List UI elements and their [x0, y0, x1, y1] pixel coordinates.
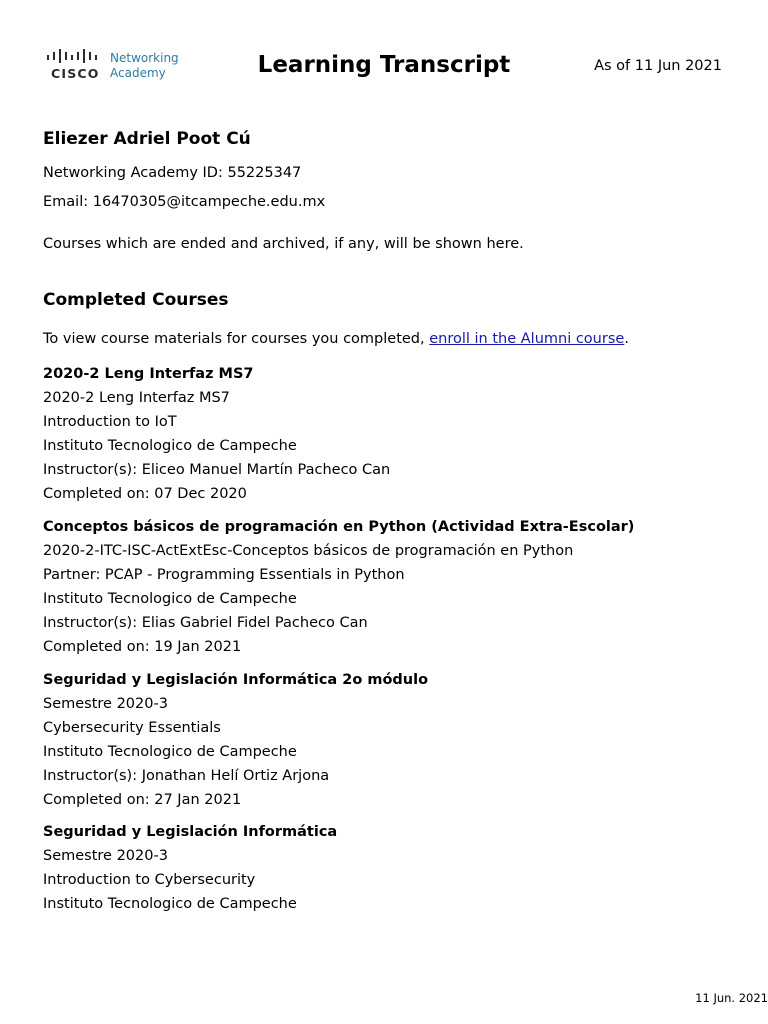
as-of-date: As of 11 Jun 2021	[594, 58, 722, 74]
alumni-note-end: .	[624, 331, 629, 347]
student-email: Email: 16470305@itcampeche.edu.mx	[43, 194, 326, 210]
footer-date: 11 Jun. 2021	[695, 991, 768, 1005]
course-instructor: Instructor(s): Eliceo Manuel Martín Pacheco Can	[43, 462, 391, 478]
course-curriculum: Partner: PCAP - Programming Essentials in Python	[43, 567, 405, 583]
student-name: Eliezer Adriel Poot Cú	[43, 129, 251, 149]
course-entry	[43, 515, 743, 659]
course-institution: Instituto Tecnologico de Campeche	[43, 591, 297, 607]
course-instructor: Instructor(s): Elias Gabriel Fidel Pacheco Can	[43, 615, 368, 631]
course-title: Seguridad y Legislación Informática 2o módulo	[43, 672, 429, 688]
course-class: Semestre 2020-3	[43, 848, 168, 864]
course-curriculum: Introduction to IoT	[43, 414, 177, 430]
course-entry	[43, 668, 743, 812]
course-title: Conceptos básicos de programación en Python (Actividad Extra-Escolar)	[43, 519, 635, 535]
course-class: 2020-2 Leng Interfaz MS7	[43, 390, 230, 406]
course-completed-date: Completed on: 27 Jan 2021	[43, 792, 242, 808]
course-instructor: Instructor(s): Jonathan Helí Ortiz Arjona	[43, 768, 330, 784]
course-completed-date: Completed on: 19 Jan 2021	[43, 639, 242, 655]
logo-line-2: Academy	[110, 66, 166, 80]
course-institution: Instituto Tecnologico de Campeche	[43, 896, 297, 912]
completed-courses-heading: Completed Courses	[43, 290, 229, 310]
alumni-note-text: To view course materials for courses you completed,	[43, 331, 430, 347]
cisco-wordmark: CISCO	[51, 66, 100, 81]
course-completed-date: Completed on: 07 Dec 2020	[43, 486, 247, 502]
course-curriculum: Cybersecurity Essentials	[43, 720, 221, 736]
course-curriculum: Introduction to Cybersecurity	[43, 872, 256, 888]
course-title: Seguridad y Legislación Informática	[43, 824, 338, 840]
course-title: 2020-2 Leng Interfaz MS7	[43, 366, 254, 382]
logo-line-1: Networking	[110, 51, 179, 65]
page-title: Learning Transcript	[257, 52, 511, 78]
course-institution: Instituto Tecnologico de Campeche	[43, 744, 297, 760]
alumni-note	[43, 331, 629, 347]
archived-courses-note: Courses which are ended and archived, if any, will be shown here.	[43, 236, 524, 252]
academy-id: Networking Academy ID: 55225347	[43, 165, 302, 181]
alumni-course-link[interactable]: enroll in the Alumni course	[429, 331, 625, 347]
course-entry	[43, 362, 743, 506]
course-class: Semestre 2020-3	[43, 696, 168, 712]
course-entry	[43, 820, 743, 916]
course-institution: Instituto Tecnologico de Campeche	[43, 438, 297, 454]
course-class: 2020-2-ITC-ISC-ActExtEsc-Conceptos básicos de programación en Python	[43, 543, 574, 559]
